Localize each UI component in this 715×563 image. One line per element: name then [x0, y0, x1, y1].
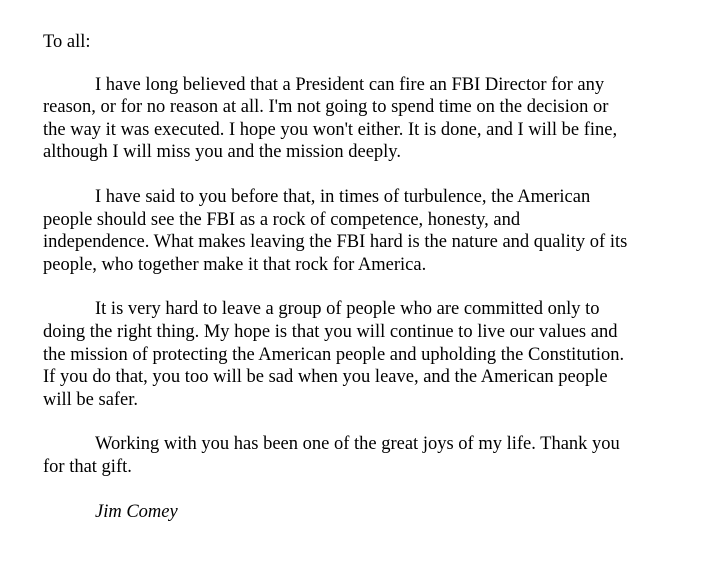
paragraph-3 [43, 298, 708, 411]
paragraph-line: If you do that, you too will be sad when you leave, and the American people [43, 367, 608, 388]
paragraph-4 [43, 433, 708, 478]
paragraph-line: It is very hard to leave a group of people who are committed only to [95, 299, 600, 320]
paragraph-line: will be safer. [43, 389, 139, 410]
paragraph-1 [43, 74, 708, 164]
paragraph-line: although I will miss you and the mission deeply. [43, 142, 401, 163]
paragraph-line: people, who together make it that rock for America. [43, 254, 427, 275]
paragraph-line: the mission of protecting the American people and upholding the Constitution. [43, 344, 625, 365]
paragraph-line: independence. What makes leaving the FBI hard is the nature and quality of its [43, 232, 628, 253]
paragraph-line: I have long believed that a President can fire an FBI Director for any [95, 74, 605, 95]
salutation: To all: [43, 32, 91, 52]
paragraph-line: for that gift. [43, 456, 132, 477]
signature: Jim Comey [95, 501, 178, 522]
paragraph-line: the way it was executed. I hope you won't either. It is done, and I will be fine, [43, 119, 618, 140]
paragraph-line: people should see the FBI as a rock of competence, honesty, and [43, 209, 521, 230]
paragraph-line: I have said to you before that, in times of turbulence, the American [95, 186, 591, 207]
paragraph-line: reason, or for no reason at all. I'm not going to spend time on the decision or [43, 97, 609, 118]
paragraph-line: Working with you has been one of the great joys of my life. Thank you [95, 434, 620, 455]
paragraph-line: doing the right thing. My hope is that you will continue to live our values and [43, 321, 618, 342]
letter [43, 31, 708, 523]
paragraph-2 [43, 186, 708, 276]
